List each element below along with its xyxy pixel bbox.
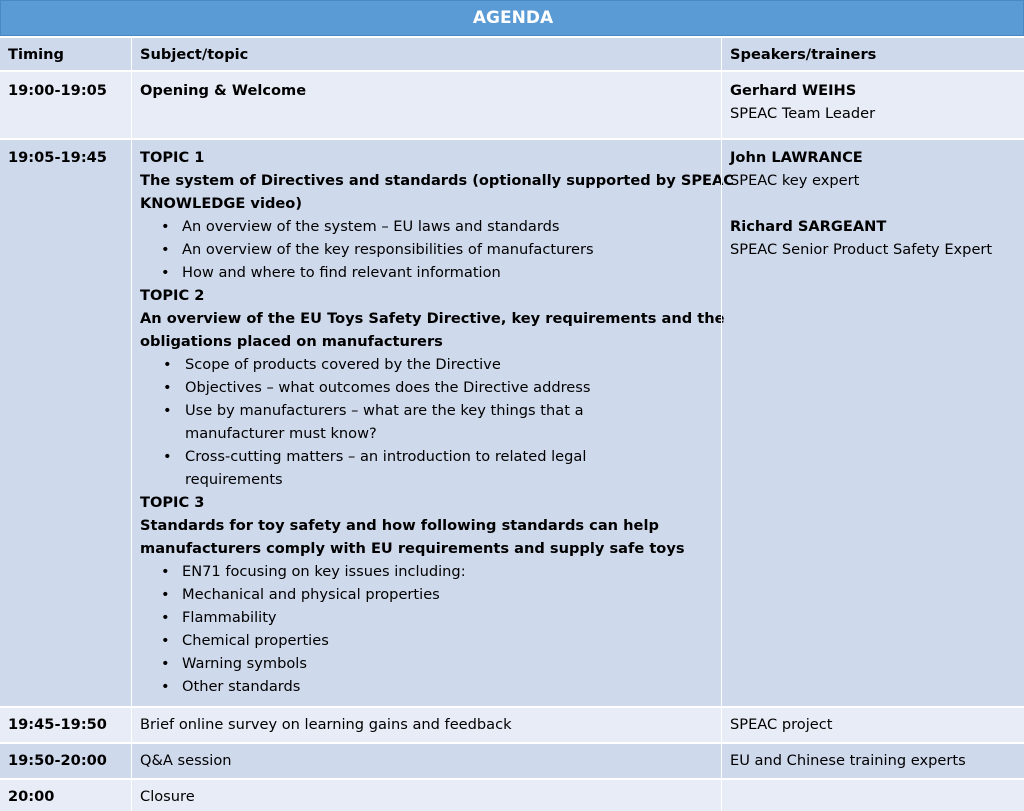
bullet-icon: • <box>163 448 172 465</box>
timing-value: 19:00-19:05 <box>8 82 107 99</box>
bullet-icon: • <box>161 218 170 235</box>
timing-cell <box>0 780 130 811</box>
agenda-title-bar <box>0 0 1024 36</box>
bullet-icon: • <box>161 563 170 580</box>
topic-heading: An overview of the EU Toys Safety Directive, key requirements and the <box>140 310 725 327</box>
list-item: Objectives – what outcomes does the Directive address <box>185 379 591 396</box>
bullet-icon: • <box>161 655 170 672</box>
header-speakers: Speakers/trainers <box>730 46 877 63</box>
speaker-role: SPEAC key expert <box>730 172 860 189</box>
speaker-value: EU and Chinese training experts <box>730 752 966 769</box>
bullet-icon: • <box>161 678 170 695</box>
topic-heading: Standards for toy safety and how following standards can help <box>140 517 659 534</box>
subject-cell <box>131 708 720 742</box>
header-subject: Subject/topic <box>140 46 249 63</box>
timing-cell <box>0 72 130 138</box>
bullet-icon: • <box>163 402 172 419</box>
list-item: Flammability <box>182 609 277 626</box>
speaker-name: Richard SARGEANT <box>730 218 887 235</box>
header-cell-speakers <box>721 38 1024 70</box>
speaker-role: SPEAC Senior Product Safety Expert <box>730 241 993 258</box>
bullet-icon: • <box>161 632 170 649</box>
bullet-icon: • <box>161 264 170 281</box>
subject-value: Opening & Welcome <box>140 82 307 99</box>
list-item: EN71 focusing on key issues including: <box>182 563 466 580</box>
header-cell-timing <box>0 38 130 70</box>
timing-cell <box>0 744 130 778</box>
list-item: An overview of the system – EU laws and standards <box>182 218 560 235</box>
subject-value: Q&A session <box>140 752 232 769</box>
bullet-icon: • <box>163 379 172 396</box>
list-item: Warning symbols <box>182 655 307 672</box>
subject-cell <box>131 140 735 706</box>
speaker-name: John LAWRANCE <box>730 149 863 166</box>
table-row <box>0 778 1024 811</box>
agenda-title: AGENDA <box>472 8 554 28</box>
subject-cell <box>131 780 720 811</box>
speaker-cell <box>721 140 1024 706</box>
topic-heading: obligations placed on manufacturers <box>140 333 443 350</box>
subject-cell <box>131 744 720 778</box>
speaker-name: Gerhard WEIHS <box>730 82 857 99</box>
header-timing: Timing <box>8 46 65 63</box>
speaker-cell <box>721 708 1024 742</box>
list-item: Scope of products covered by the Directive <box>185 356 501 373</box>
list-item: Mechanical and physical properties <box>182 586 440 603</box>
list-item: Chemical properties <box>182 632 329 649</box>
speaker-cell <box>721 780 1024 811</box>
speaker-value: SPEAC project <box>730 716 833 733</box>
list-item: requirements <box>185 471 283 488</box>
list-item: manufacturer must know? <box>185 425 377 442</box>
timing-value: 19:45-19:50 <box>8 716 107 733</box>
topic-heading: KNOWLEDGE video) <box>140 195 302 212</box>
timing-value: 19:05-19:45 <box>8 149 107 166</box>
list-item: Use by manufacturers – what are the key things that a <box>185 402 584 419</box>
table-row <box>0 706 1024 742</box>
timing-value: 19:50-20:00 <box>8 752 107 769</box>
bullet-icon: • <box>161 609 170 626</box>
topic-heading: The system of Directives and standards (optionally supported by SPEAC <box>140 172 735 189</box>
bullet-icon: • <box>161 241 170 258</box>
header-cell-subject <box>131 38 720 70</box>
list-item: Cross-cutting matters – an introduction to related legal <box>185 448 587 465</box>
list-item: Other standards <box>182 678 301 695</box>
list-item: How and where to find relevant information <box>182 264 501 281</box>
table-row <box>0 742 1024 778</box>
timing-cell <box>0 708 130 742</box>
table-row <box>0 70 1024 138</box>
bullet-icon: • <box>163 356 172 373</box>
speaker-cell <box>721 744 1024 778</box>
timing-cell <box>0 140 130 706</box>
topic-label: TOPIC 2 <box>140 287 205 304</box>
list-item: An overview of the key responsibilities of manufacturers <box>182 241 594 258</box>
topic-heading: manufacturers comply with EU requirements and supply safe toys <box>140 540 685 557</box>
bullet-icon: • <box>161 586 170 603</box>
table-row <box>0 138 1024 706</box>
header-row <box>0 36 1024 70</box>
topic-label: TOPIC 1 <box>140 149 205 166</box>
subject-value: Brief online survey on learning gains and feedback <box>140 716 512 733</box>
timing-value: 20:00 <box>8 788 55 805</box>
subject-cell <box>131 72 720 138</box>
speaker-role: SPEAC Team Leader <box>730 105 876 122</box>
topic-label: TOPIC 3 <box>140 494 205 511</box>
speaker-cell <box>721 72 1024 138</box>
subject-value: Closure <box>140 788 195 805</box>
